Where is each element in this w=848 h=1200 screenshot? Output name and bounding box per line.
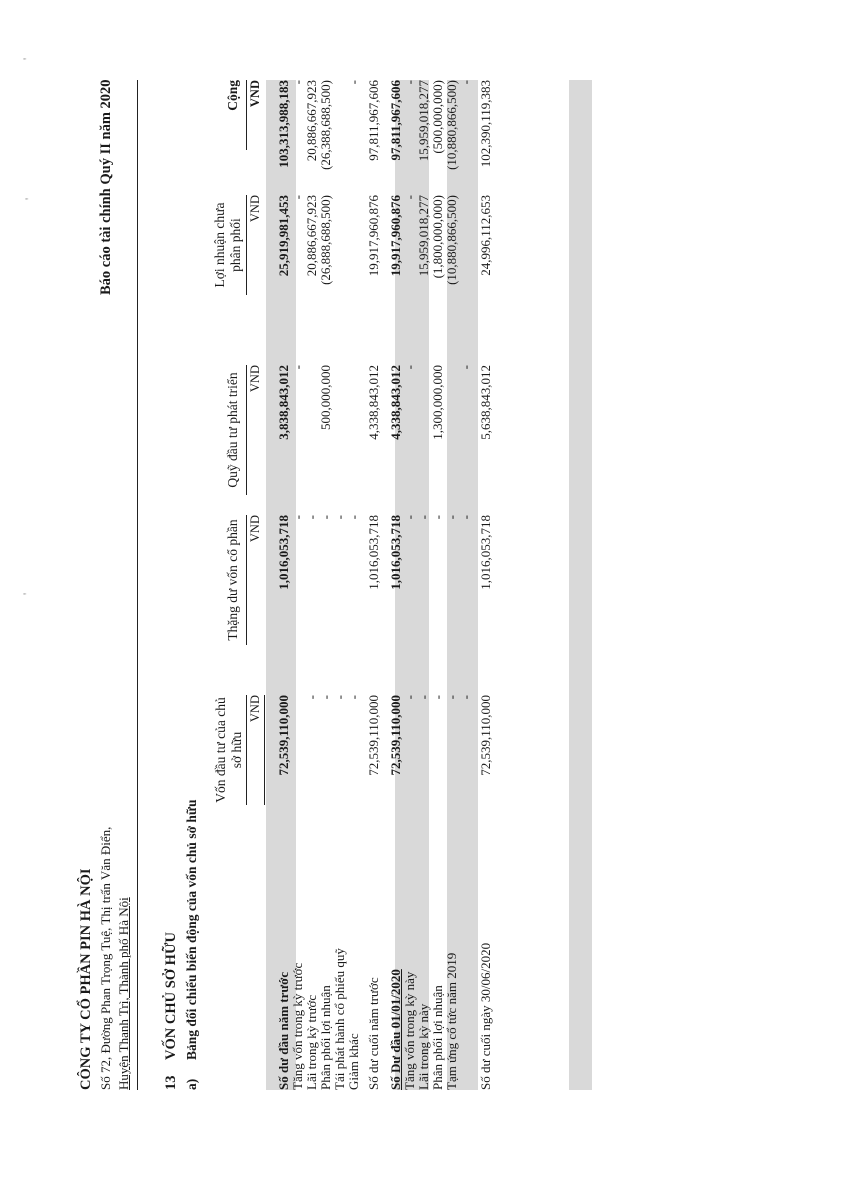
- row-label: [459, 850, 473, 1090]
- row-label: Số dư đầu năm trước: [276, 971, 291, 1090]
- table-row: [277, 80, 291, 1090]
- cell-value: -: [318, 515, 333, 520]
- report-title: Báo cáo tài chính Quý II năm 2020: [98, 79, 114, 295]
- cell-value: -: [332, 695, 347, 700]
- row-label: Tăng vốn trong kỳ trước: [290, 962, 305, 1090]
- cell-value: 3,838,843,012: [276, 365, 291, 440]
- row-label: Số dư cuối ngày 30/06/2020: [478, 942, 493, 1090]
- table-row: [431, 80, 445, 1090]
- row-band-period-end: [569, 80, 592, 1090]
- column-header-retained-earnings: Lợi nhuận chưa phân phối: [212, 202, 243, 288]
- cell-value: -: [430, 695, 445, 700]
- section-title: VỐN CHỦ SỞ HỮU: [163, 932, 179, 1060]
- cell-value: (26,888,688,500): [318, 195, 333, 285]
- cell-value: 1,016,053,718: [366, 515, 381, 590]
- cell-value: 72,539,110,000: [388, 695, 403, 776]
- unit-retained-earnings: VND: [248, 195, 262, 223]
- cell-value: 15,959,018,277: [416, 80, 431, 162]
- cell-value: -: [290, 80, 305, 85]
- cell-value: (1,800,000,000): [430, 195, 445, 279]
- unit-underline: [264, 695, 265, 805]
- cell-value: -: [402, 80, 417, 85]
- unit-total: VND: [248, 80, 262, 108]
- row-label: Tăng vốn trong kỳ này: [402, 971, 417, 1090]
- cell-value: 4,338,843,012: [388, 365, 403, 440]
- cell-value: -: [346, 695, 361, 700]
- cell-value: [305, 365, 319, 515]
- cell-value: [417, 365, 431, 515]
- cell-value: [459, 195, 473, 365]
- cell-value: [333, 80, 347, 195]
- table-row: [445, 80, 459, 1090]
- unit-development-fund: VND: [248, 365, 262, 393]
- table-row: [417, 80, 431, 1090]
- cell-value: 15,959,018,277: [416, 195, 431, 277]
- table-row: [347, 80, 361, 1090]
- cell-value: 102,390,119,383: [478, 80, 493, 168]
- cell-value: -: [402, 695, 417, 700]
- row-label: Tái phát hành cổ phiếu quỹ: [332, 948, 347, 1090]
- cell-value: [333, 365, 347, 515]
- cell-value: -: [416, 695, 431, 700]
- cell-value: [333, 195, 347, 365]
- table-row: [333, 80, 347, 1090]
- cell-value: 72,539,110,000: [478, 695, 493, 776]
- column-header-total: Cộng: [225, 80, 240, 111]
- section-number: 13: [163, 1075, 179, 1090]
- cell-value: -: [458, 365, 473, 370]
- column-header-development-fund: Quỹ đầu tư phát triển: [225, 372, 240, 488]
- cell-value: 500,000,000: [318, 365, 333, 430]
- cell-value: -: [318, 695, 333, 700]
- cell-value: 1,016,053,718: [478, 515, 493, 590]
- table-row: [305, 80, 319, 1090]
- table-row: [403, 80, 417, 1090]
- header-underline: [246, 515, 247, 645]
- header-underline: [246, 80, 247, 150]
- cell-value: (10,880,866,500): [444, 195, 459, 285]
- cell-value: -: [416, 515, 431, 520]
- cell-value: 20,886,667,923: [304, 195, 319, 277]
- cell-value: 19,917,960,876: [388, 195, 403, 277]
- cell-value: 5,638,843,012: [478, 365, 493, 440]
- cell-value: -: [402, 515, 417, 520]
- table-row: [367, 80, 381, 1090]
- cell-value: [445, 365, 459, 515]
- cell-value: 1,016,053,718: [276, 515, 291, 590]
- cell-value: -: [290, 195, 305, 200]
- row-label: Tạm ứng cổ tức năm 2019: [444, 952, 459, 1090]
- cell-value: -: [304, 695, 319, 700]
- table-row: [389, 80, 403, 1090]
- row-label: Số Dư đầu 01/01/2020: [388, 969, 403, 1090]
- company-address-line1: Số 72, Đường Phan Trọng Tuệ, Thị trấn Văn Điển,: [98, 826, 113, 1090]
- row-label: Phân phối lợi nhuận: [430, 985, 445, 1090]
- cell-value: -: [346, 80, 361, 85]
- row-label: Giảm khác: [346, 1033, 361, 1090]
- unit-share-premium: VND: [248, 515, 262, 543]
- scan-mark: ': [20, 57, 34, 60]
- table-row: [319, 80, 333, 1090]
- cell-value: 4,338,843,012: [366, 365, 381, 440]
- cell-value: 20,886,667,923: [304, 80, 319, 162]
- unit-owner-capital: VND: [248, 695, 262, 723]
- cell-value: 72,539,110,000: [276, 695, 291, 776]
- cell-value: [291, 695, 305, 850]
- column-header-owner-capital: Vốn đầu tư của chủ sở hữu: [213, 697, 244, 803]
- cell-value: 25,919,981,453: [276, 195, 291, 277]
- cell-value: -: [444, 695, 459, 700]
- cell-value: -: [430, 515, 445, 520]
- cell-value: (10,880,866,500): [444, 80, 459, 170]
- cell-value: -: [402, 365, 417, 370]
- column-header-share-premium: Thặng dư vốn cổ phần: [225, 519, 240, 641]
- header-underline: [246, 365, 247, 495]
- row-label: Lãi trong kỳ này: [416, 1003, 431, 1090]
- header-underline: [246, 695, 247, 805]
- row-label: Phân phối lợi nhuận: [318, 985, 333, 1090]
- cell-value: -: [304, 515, 319, 520]
- cell-value: 24,996,112,653: [478, 195, 493, 276]
- cell-value: -: [402, 195, 417, 200]
- cell-value: 1,016,053,718: [388, 515, 403, 590]
- header-underline: [246, 195, 247, 295]
- company-name: CÔNG TY CỔ PHẦN PIN HÀ NỘI: [78, 868, 94, 1090]
- table-row: [459, 80, 473, 1090]
- cell-value: 1,300,000,000: [430, 365, 445, 440]
- table-row: [291, 80, 305, 1090]
- cell-value: 103,313,988,183: [276, 80, 291, 168]
- cell-value: 72,539,110,000: [366, 695, 381, 776]
- scan-mark: ': [20, 592, 34, 595]
- row-label: Số dư cuối năm trước: [366, 977, 381, 1090]
- cell-value: 97,811,967,606: [366, 80, 381, 161]
- cell-value: 97,811,967,606: [388, 80, 403, 161]
- table-row: [479, 80, 493, 1090]
- cell-value: (26,388,688,500): [318, 80, 333, 170]
- company-address-line2: Huyện Thanh Trì, Thành phố Hà Nội: [116, 897, 131, 1090]
- cell-value: [347, 365, 361, 515]
- cell-value: -: [458, 695, 473, 700]
- cell-value: -: [290, 365, 305, 370]
- row-label: Lãi trong kỳ trước: [304, 994, 319, 1090]
- subsection-label: a): [184, 1078, 199, 1090]
- cell-value: -: [346, 515, 361, 520]
- scan-mark: ': [22, 197, 36, 200]
- equity-reconciliation-table: [277, 80, 493, 1090]
- cell-value: -: [444, 515, 459, 520]
- cell-value: 19,917,960,876: [366, 195, 381, 277]
- header-rule: [137, 80, 138, 1090]
- subsection-title: Bảng đối chiếu biến động của vốn chủ sở hữu: [184, 799, 199, 1060]
- cell-value: -: [290, 515, 305, 520]
- cell-value: -: [458, 515, 473, 520]
- cell-value: -: [458, 80, 473, 85]
- cell-value: (500,000,000): [430, 80, 445, 154]
- cell-value: [347, 195, 361, 365]
- cell-value: -: [332, 515, 347, 520]
